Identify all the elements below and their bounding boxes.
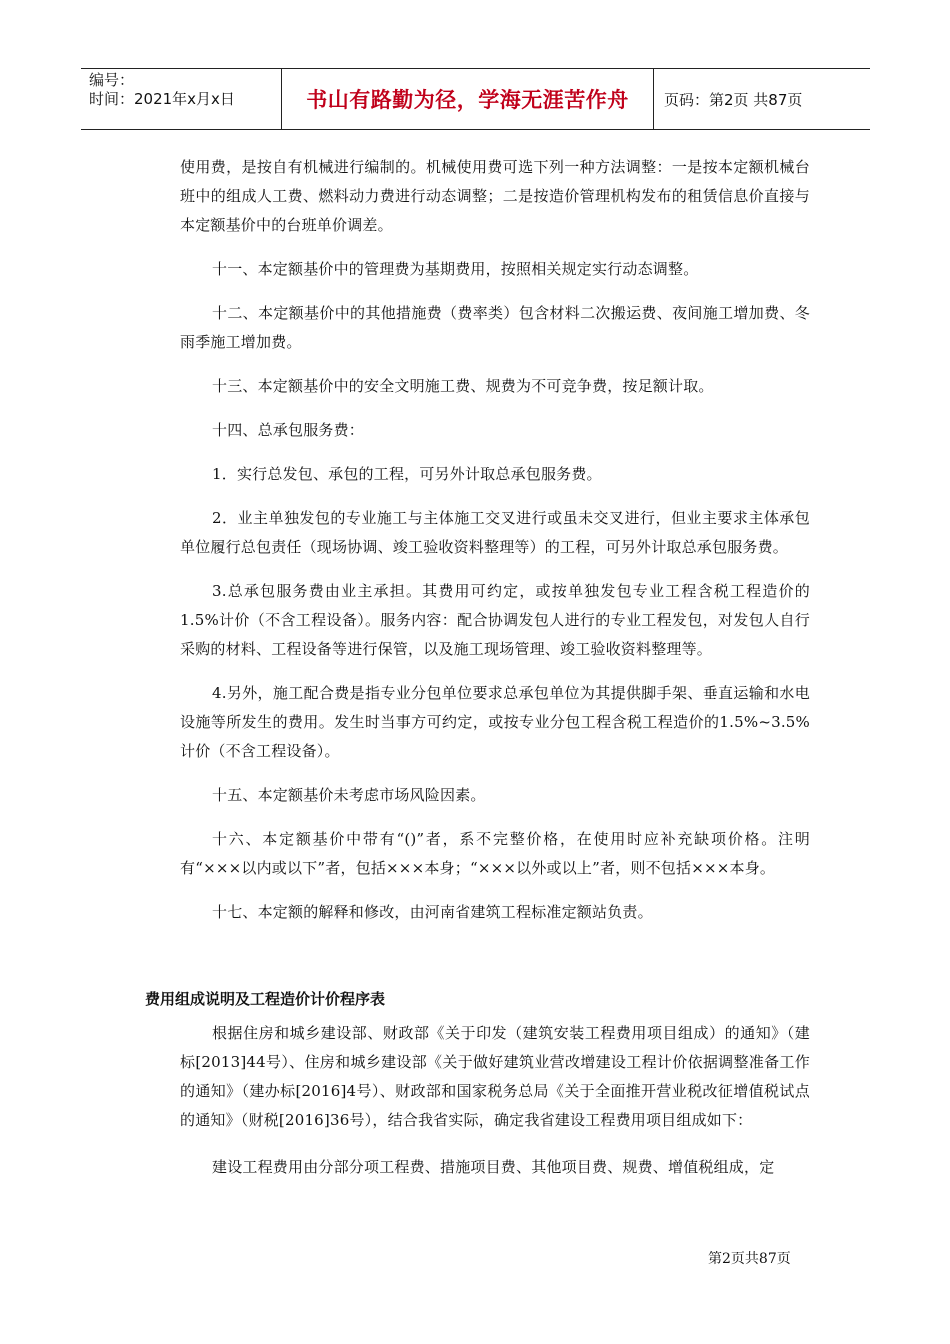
- page-header: [81, 68, 870, 130]
- section-paragraph-composition: 建设工程费用由分部分项工程费、措施项目费、其他项目费、规费、增值税组成，定: [212, 1158, 775, 1176]
- paragraph-item-13: 十三、本定额基价中的安全文明施工费、规费为不可竞争费，按足额计取。: [212, 377, 714, 395]
- header-motto: 书山有路勤为径，学海无涯苦作舟: [282, 69, 654, 129]
- paragraph-item-14-3: 3.总承包服务费由业主承担。其费用可约定，或按单独发包专业工程含税工程造价的1.5%计价（不含工程设备）。服务内容：配合协调发包人进行的专业工程发包，对发包人自行采购的材料、工程设备等进行保管，以及施工现场管理、竣工验收资料整理等。: [180, 582, 810, 658]
- paragraph-continued: 使用费，是按自有机械进行编制的。机械使用费可选下列一种方法调整：一是按本定额机械台班中的组成人工费、燃料动力费进行动态调整；二是按造价管理机构发布的租赁信息价直接与本定额基价中的台班单价调差。: [180, 158, 810, 234]
- paragraph-item-16: 十六、本定额基价中带有“()”者，系不完整价格，在使用时应补充缺项价格。注明有“×××以内或以下”者，包括×××本身；“×××以外或以上”者，则不包括×××本身。: [180, 830, 810, 877]
- header-meta: [81, 69, 282, 129]
- body-text: [180, 153, 810, 942]
- paragraph-item-14: 十四、总承包服务费：: [212, 421, 365, 439]
- paragraph-item-15: 十五、本定额基价未考虑市场风险因素。: [212, 786, 486, 804]
- section-body-text: [180, 1019, 810, 1200]
- paragraph-item-14-2: 2．业主单独发包的专业施工与主体施工交叉进行或虽未交叉进行，但业主要求主体承包单位履行总包责任（现场协调、竣工验收资料整理等）的工程，可另外计取总承包服务费。: [180, 509, 810, 556]
- paragraph-item-12: 十二、本定额基价中的其他措施费（费率类）包含材料二次搬运费、夜间施工增加费、冬雨季施工增加费。: [180, 304, 810, 351]
- document-date: 时间：2021年x月x日: [89, 90, 235, 108]
- section-paragraph-basis: 根据住房和城乡建设部、财政部《关于印发（建筑安装工程费用项目组成）的通知》（建标[2013]44号）、住房和城乡建设部《关于做好建筑业营改增建设工程计价依据调整准备工作的通知》（建办标[2016]4号）、财政部和国家税务总局《关于全面推开营业税改征增值税试点的通知》（财税[2016]36号），结合我省实际，确定我省建设工程费用项目组成如下：: [180, 1024, 810, 1129]
- document-number-label: 编号：: [89, 71, 135, 89]
- page-footer: 第2页共87页: [708, 1251, 791, 1267]
- section-heading: 费用组成说明及工程造价计价程序表: [145, 990, 386, 1008]
- paragraph-item-14-4: 4.另外，施工配合费是指专业分包单位要求总承包单位为其提供脚手架、垂直运输和水电设施等所发生的费用。发生时当事方可约定，或按专业分包工程含税工程造价的1.5%~3.5%计价（不含工程设备）。: [180, 684, 810, 760]
- paragraph-item-11: 十一、本定额基价中的管理费为基期费用，按照相关规定实行动态调整。: [212, 260, 699, 278]
- paragraph-item-17: 十七、本定额的解释和修改，由河南省建筑工程标准定额站负责。: [212, 903, 653, 921]
- header-page-info: 页码：第2页 共87页: [664, 90, 803, 109]
- paragraph-item-14-1: 1．实行总发包、承包的工程，可另外计取总承包服务费。: [212, 465, 602, 483]
